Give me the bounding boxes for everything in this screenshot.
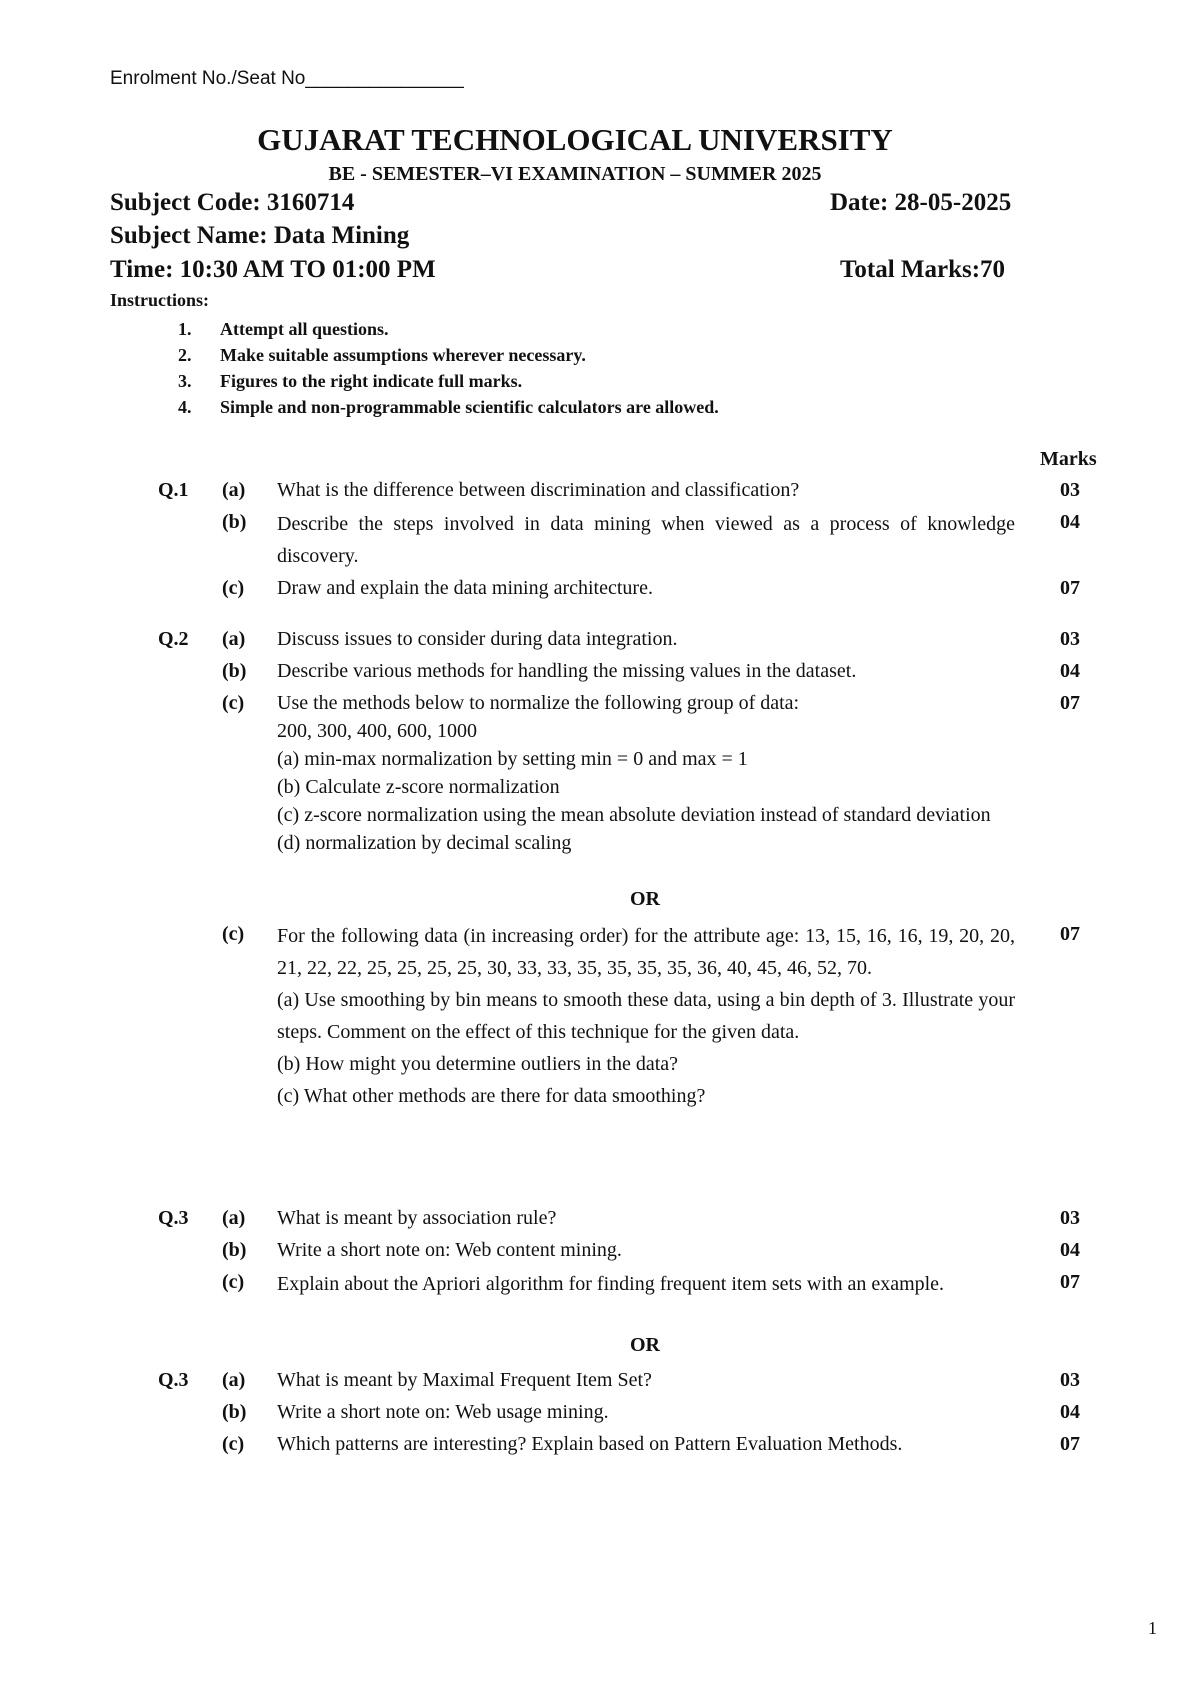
or-separator: OR — [630, 888, 660, 910]
marks: 07 — [1060, 577, 1080, 599]
sub-label: (c) — [222, 577, 245, 599]
question-number: Q.1 — [158, 479, 189, 501]
sub-label: (c) — [222, 923, 245, 945]
sub-label: (c) — [222, 692, 245, 714]
instruction-item: 4. Simple and non-programmable scientific calculators are allowed. — [178, 397, 719, 417]
sub-label: (a) — [222, 479, 246, 501]
exam-title: BE - SEMESTER–VI EXAMINATION – SUMMER 2025 — [328, 163, 822, 185]
sub-label: (b) — [222, 1401, 247, 1423]
question-text: What is meant by Maximal Frequent Item Set? — [277, 1369, 652, 1391]
total-marks: Total Marks:70 — [840, 256, 1006, 283]
sub-label: (a) — [222, 1369, 246, 1391]
sub-label: (a) — [222, 1207, 246, 1229]
question-text: Draw and explain the data mining architecture. — [277, 577, 653, 599]
marks: 03 — [1060, 479, 1080, 501]
question-number: Q.3 — [158, 1207, 189, 1229]
marks: 07 — [1060, 923, 1080, 945]
marks: 03 — [1060, 628, 1080, 650]
question-text: Use the methods below to normalize the following group of data: 200, 300, 400, 600, 1000 (a) min-max normalization by setting min = 0 and max = 1 (b) Calculate z-score normalization (c) z-score normalization using the mean absolute deviation instead of standard deviation (d) normalization by decimal scaling — [277, 692, 991, 854]
enrolment-seat-no: Enrolment No./Seat No_______________ — [110, 68, 464, 89]
sub-label: (a) — [222, 628, 246, 650]
subject-name: Subject Name: Data Mining — [110, 222, 410, 249]
question-number: Q.3 — [158, 1369, 189, 1391]
page-number: 1 — [1148, 1618, 1157, 1638]
sub-label: (b) — [222, 660, 247, 682]
instruction-item: 3. Figures to the right indicate full marks. — [178, 371, 523, 391]
question-text: Describe various methods for handling the missing values in the dataset. — [277, 660, 857, 682]
marks: 04 — [1060, 1401, 1080, 1423]
marks: 07 — [1060, 692, 1080, 714]
instruction-item: 1. Attempt all questions. — [178, 319, 389, 339]
marks: 04 — [1060, 660, 1080, 682]
instructions-title: Instructions: — [110, 290, 210, 310]
marks: 07 — [1060, 1271, 1080, 1293]
question-text: Explain about the Apriori algorithm for finding frequent item sets with an example. — [277, 1273, 945, 1295]
exam-date: Date: 28-05-2025 — [830, 189, 1012, 216]
instructions-list — [178, 316, 719, 420]
question-text: Write a short note on: Web content mining. — [277, 1239, 622, 1261]
question-text: Describe the steps involved in data mining when viewed as a process of knowledge discovery. — [277, 513, 1015, 567]
instruction-item: 2. Make suitable assumptions wherever necessary. — [178, 345, 586, 365]
question-text: What is the difference between discrimination and classification? — [277, 479, 800, 501]
marks: 04 — [1060, 1239, 1080, 1261]
question-number: Q.2 — [158, 628, 189, 650]
subject-code: Subject Code: 3160714 — [110, 189, 355, 216]
sub-label: (c) — [222, 1271, 245, 1293]
marks: 03 — [1060, 1369, 1080, 1391]
university-title: GUJARAT TECHNOLOGICAL UNIVERSITY — [257, 122, 893, 157]
question-text: Write a short note on: Web usage mining. — [277, 1401, 609, 1423]
question-text: What is meant by association rule? — [277, 1207, 557, 1229]
exam-time: Time: 10:30 AM TO 01:00 PM — [110, 256, 436, 283]
marks: 03 — [1060, 1207, 1080, 1229]
question-text: Discuss issues to consider during data integration. — [277, 628, 678, 650]
marks: 07 — [1060, 1433, 1080, 1455]
marks: 04 — [1060, 511, 1080, 533]
sub-label: (b) — [222, 511, 247, 533]
sub-label: (b) — [222, 1239, 247, 1261]
marks-column-header: Marks — [1040, 448, 1097, 470]
or-separator: OR — [630, 1334, 660, 1356]
question-text: Which patterns are interesting? Explain based on Pattern Evaluation Methods. — [277, 1433, 903, 1455]
question-text: For the following data (in increasing order) for the attribute age: 13, 15, 16, 16, 19, 20, 20, 21, 22, 22, 25, 25, 25, 25, 30, 33, 33, 35, 35, 35, 35, 36, 40, 45, 46, 52, 70. (a) Use smoothing by bin means to smooth these data, using a bin depth of 3. Illustrate your steps. Comment on the effect of this technique for the given data. (b) How might you determine outliers in the data? (c) What other methods are there for data smoothing? — [277, 925, 1015, 1107]
sub-label: (c) — [222, 1433, 245, 1455]
